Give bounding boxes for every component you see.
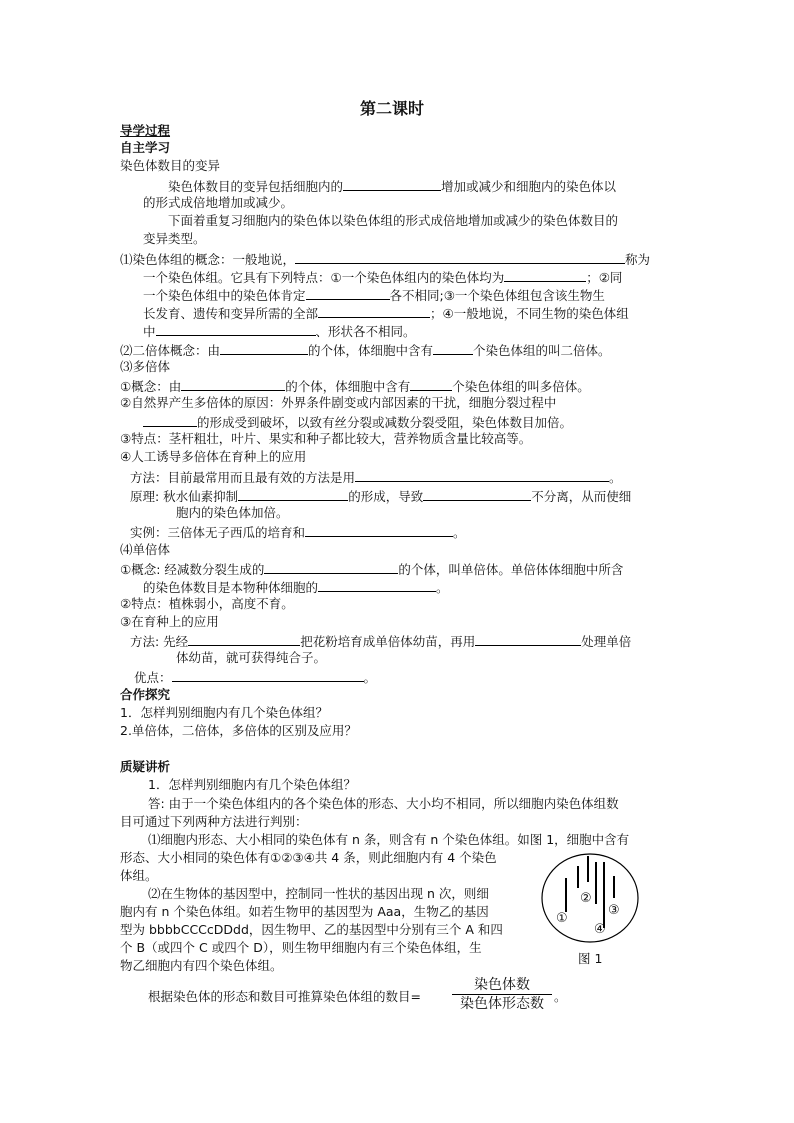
label-1: ① — [556, 911, 568, 926]
disc-m2e: 物乙细胞内有四个染色体组。 — [120, 958, 283, 973]
disc-a2: 目可通过下列两种方法进行判别： — [120, 814, 308, 829]
blank[interactable] — [504, 267, 586, 282]
text: ⑴染色体组的概念：一般地说， — [120, 252, 296, 267]
para2-line1: 下面着重复习细胞内的染色体以染色体组的形式成倍地增加或减少的染色体数目的 — [168, 213, 619, 228]
blank[interactable] — [156, 321, 316, 336]
blank[interactable] — [181, 376, 285, 391]
blank[interactable] — [172, 667, 364, 682]
text: 一个染色体组。它具有下列特点：①一个染色体组内的染色体均为 — [143, 270, 505, 285]
s3-line2: ②自然界产生多倍体的原因：外界条件剧变或内部因素的干扰，细胞分裂过程中 — [120, 395, 557, 410]
text: 把花粉培育成单倍体幼苗，再用 — [300, 634, 476, 649]
text: ；②同 — [586, 270, 623, 285]
s3-method — [130, 467, 622, 487]
text: 原理: 秋水仙素抑制 — [130, 489, 239, 504]
text: 的个体，体细胞中含有 — [285, 379, 411, 394]
text: 。 — [453, 525, 466, 540]
s3-line4: ③特点：茎杆粗壮，叶片、果实和种子都比较大，营养物质含量比较高等。 — [120, 431, 532, 446]
heading-variation: 染色体数目的变异 — [120, 158, 221, 173]
text: 各不相同;③一个染色体组包含该生物生 — [389, 288, 605, 303]
blank[interactable] — [410, 376, 452, 391]
s2-line — [120, 340, 611, 360]
text: 优点： — [134, 670, 172, 685]
text: 实例：三倍体无子西瓜的培育和 — [130, 525, 306, 540]
disc-m1c: 体组。 — [120, 868, 158, 883]
text: 一个染色体组中的染色体肯定 — [143, 288, 306, 303]
blank[interactable] — [318, 303, 430, 318]
text: 增加或减少和细胞内的染色体以 — [441, 179, 617, 194]
heading-cooperate: 合作探究 — [120, 687, 171, 702]
disc-m2a: ⑵在生物体的基因型中，控制同一性状的基因出现 n 次，则细 — [148, 886, 489, 901]
s4-line2 — [143, 577, 449, 597]
text: ①概念: 经减数分裂生成的 — [120, 562, 265, 577]
text: 的形成受到破坏，以致有丝分裂或减数分裂受阻，染色体数目加倍。 — [197, 415, 573, 430]
para2-line2: 变异类型。 — [143, 231, 206, 246]
blank[interactable] — [188, 631, 300, 646]
text: 方法：目前最常用而且最有效的方法是用 — [130, 470, 356, 485]
text: ⑵二倍体概念：由 — [120, 343, 221, 358]
page-title: 第二课时 — [360, 99, 425, 118]
disc-a1: 答: 由于一个染色体组内的各个染色体的形态、大小均不相同，所以细胞内染色体组数 — [148, 796, 619, 811]
text: 染色体数目的变异包括细胞内的 — [168, 179, 344, 194]
coop-q1: 1．怎样判别细胞内有几个染色体组？ — [120, 705, 328, 720]
s3-example — [130, 522, 466, 542]
blank[interactable] — [295, 249, 625, 264]
formula-fraction — [450, 976, 554, 1013]
s4-line1 — [120, 559, 623, 579]
heading-guide: 导学过程 — [120, 123, 171, 138]
text: ；④一般地说，不同生物的染色体组 — [430, 306, 629, 321]
disc-m2c: 型为 bbbbCCCcDDdd，因生物甲、乙的基因型中分别有三个 A 和四 — [120, 922, 503, 937]
s3-line1 — [120, 376, 590, 396]
s4-method-2: 体幼苗，就可获得纯合子。 — [176, 650, 327, 665]
disc-m1b: 形态、大小相同的染色体有①②③④共 4 条，则此细胞内有 4 个染色 — [120, 850, 497, 865]
label-4: ④ — [594, 922, 606, 937]
blank[interactable] — [318, 577, 436, 592]
text: 方法: 先经 — [130, 634, 189, 649]
cell-figure — [538, 848, 642, 948]
s3-heading: ⑶多倍体 — [120, 359, 171, 374]
text: 个染色体组的叫多倍体。 — [452, 379, 590, 394]
s4-line3: ②特点：植株弱小，高度不育。 — [120, 596, 294, 611]
text: 。 — [609, 470, 622, 485]
blank[interactable] — [475, 631, 581, 646]
blank[interactable] — [355, 467, 609, 482]
s3-principle-2: 胞内的染色体加倍。 — [176, 505, 289, 520]
text: 的染色体数目是本物种体细胞的 — [143, 580, 319, 595]
label-2: ② — [580, 891, 592, 906]
s4-heading: ⑷单倍体 — [120, 542, 171, 557]
disc-q1: 1．怎样判别细胞内有几个染色体组？ — [148, 777, 356, 792]
s1-line4 — [143, 303, 629, 323]
s3-line5: ④人工诱导多倍体在育种上的应用 — [120, 449, 307, 464]
coop-q2: 2.单倍体，二倍体，多倍体的区别及应用？ — [120, 723, 357, 738]
formula-end: 。 — [554, 989, 567, 1004]
s1-line3 — [143, 285, 605, 305]
s3-principle — [130, 486, 631, 506]
blank[interactable] — [220, 340, 308, 355]
heading-self-study: 自主学习 — [120, 140, 171, 155]
blank[interactable] — [423, 486, 531, 501]
blank[interactable] — [264, 559, 398, 574]
blank[interactable] — [305, 522, 453, 537]
figure-caption: 图 1 — [578, 951, 603, 966]
text: 处理单倍 — [581, 634, 632, 649]
text: 。 — [436, 580, 449, 595]
text: 中 — [143, 324, 156, 339]
disc-m2d: 个 B（或四个 C 或四个 D），则生物甲细胞内有三个染色体组，生 — [120, 940, 482, 955]
formula-lead: 根据染色体的形态和数目可推算染色体组的数目= — [148, 989, 421, 1004]
text: 、形状各不相同。 — [315, 324, 416, 339]
s4-method — [130, 631, 631, 651]
text: 不分离，从而使细 — [531, 489, 632, 504]
s4-line4: ③在育种上的应用 — [120, 614, 219, 629]
text: 。 — [363, 670, 377, 685]
text: 称为 — [625, 252, 651, 267]
text: ①概念：由 — [120, 379, 182, 394]
blank[interactable] — [343, 176, 441, 191]
text: 的个体，体细胞中含有 — [308, 343, 434, 358]
heading-discuss: 质疑讲析 — [120, 759, 171, 774]
blank[interactable] — [238, 486, 348, 501]
s3-line3 — [143, 412, 572, 432]
s4-advantage — [134, 667, 376, 687]
blank[interactable] — [143, 412, 197, 427]
disc-m2b: 胞内有 n 个染色体组。如若生物甲的基因型为 Aaa，生物乙的基因 — [120, 904, 489, 919]
formula-numerator: 染色体数 — [474, 977, 530, 993]
s1-line2 — [143, 267, 622, 287]
s1-line1 — [120, 249, 650, 269]
formula-denominator: 染色体形态数 — [460, 996, 544, 1012]
blank[interactable] — [306, 285, 390, 300]
blank[interactable] — [433, 340, 473, 355]
text: 的个体，叫单倍体。单倍体体细胞中所含 — [398, 562, 624, 577]
text: 长发育、遗传和变异所需的全部 — [143, 306, 319, 321]
label-3: ③ — [608, 903, 620, 918]
text: 的形成，导致 — [348, 489, 424, 504]
s1-line5 — [143, 321, 416, 341]
disc-m1a: ⑴细胞内形态、大小相同的染色体有 n 条，则含有 n 个染色体组。如图 1，细胞中含有 — [148, 832, 630, 847]
para1-line1 — [168, 176, 616, 196]
text: 个染色体组的叫二倍体。 — [473, 343, 611, 358]
para1-line2: 的形式成倍地增加或减少。 — [143, 195, 294, 210]
